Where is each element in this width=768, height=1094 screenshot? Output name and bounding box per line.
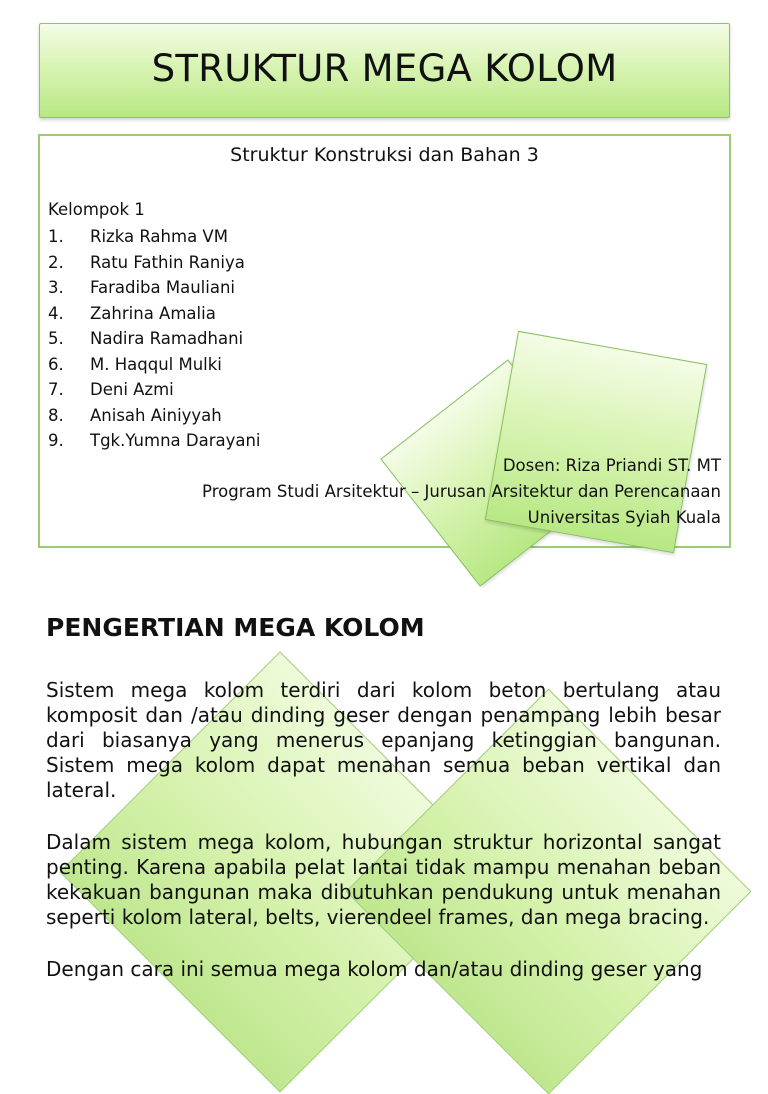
- list-number: 5.: [48, 329, 64, 348]
- lecturer-name: Dosen: Riza Priandi ST. MT: [502, 456, 721, 475]
- member-name: Tgk.Yumna Darayani: [90, 431, 261, 450]
- info-panel: [38, 134, 731, 548]
- list-item: [48, 326, 261, 352]
- list-item: [48, 224, 261, 250]
- member-name: Ratu Fathin Raniya: [90, 252, 245, 272]
- paragraph: Sistem mega kolom terdiri dari kolom beton bertulang atau komposit dan /atau dinding geser dengan penampang lebih besar dari biasanya yang menerus epanjang ketinggian bangunan. Sistem mega kolom dapat menahan semua beban vertikal dan lateral.: [46, 678, 721, 802]
- paragraph: Dalam sistem mega kolom, hubungan struktur horizontal sangat penting. Karena apabila pelat lantai tidak mampu menahan beban kekakuan bangunan maka dibutuhkan pendukung untuk menahan seperti kolom lateral, belts, vierendeel frames, dan mega bracing.: [46, 830, 721, 929]
- group-label: Kelompok 1: [48, 200, 145, 219]
- list-item: [48, 250, 261, 276]
- section-heading: PENGERTIAN MEGA KOLOM: [46, 613, 425, 642]
- list-item: [48, 352, 261, 378]
- list-item: [48, 428, 261, 454]
- member-name: M. Haqqul Mulki: [90, 354, 222, 374]
- title-banner: [39, 23, 730, 118]
- paragraph: Dengan cara ini semua mega kolom dan/atau dinding geser yang: [46, 957, 703, 981]
- list-number: 6.: [48, 354, 64, 374]
- definition-section: [46, 612, 721, 1009]
- list-number: 3.: [48, 278, 64, 297]
- member-name: Nadira Ramadhani: [90, 329, 244, 348]
- university-name: Universitas Syiah Kuala: [527, 508, 721, 527]
- member-name: Anisah Ainiyyah: [90, 405, 222, 425]
- page-title: STRUKTUR MEGA KOLOM: [151, 47, 618, 90]
- list-item: [48, 275, 261, 301]
- list-number: 4.: [48, 303, 64, 323]
- course-subtitle: Struktur Konstruksi dan Bahan 3: [230, 144, 539, 166]
- member-name: Rizka Rahma VM: [90, 227, 228, 246]
- member-list: [48, 224, 261, 454]
- list-number: 2.: [48, 252, 64, 272]
- member-name: Deni Azmi: [90, 380, 174, 399]
- member-name: Zahrina Amalia: [90, 303, 216, 323]
- study-program: Program Studi Arsitektur – Jurusan Arsitektur dan Perencanaan: [202, 482, 721, 501]
- list-item: [48, 403, 261, 429]
- list-number: 9.: [48, 431, 64, 450]
- member-name: Faradiba Mauliani: [90, 278, 235, 297]
- list-number: 8.: [48, 405, 64, 425]
- list-number: 1.: [48, 227, 64, 246]
- list-item: [48, 377, 261, 403]
- list-item: [48, 301, 261, 327]
- list-number: 7.: [48, 380, 64, 399]
